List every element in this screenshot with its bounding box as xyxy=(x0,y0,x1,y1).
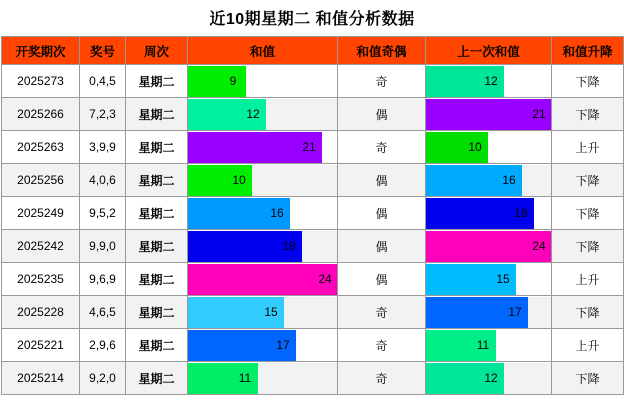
cell-prev-sum xyxy=(426,98,552,131)
cell-number: 3,9,9 xyxy=(80,131,126,164)
table-row xyxy=(2,329,624,362)
table-row xyxy=(2,296,624,329)
cell-sum xyxy=(188,65,338,98)
cell-sum-parity: 奇 xyxy=(338,362,426,395)
cell-weekday: 星期二 xyxy=(126,65,188,98)
cell-sum-value: 24 xyxy=(318,271,332,286)
cell-number: 9,6,9 xyxy=(80,263,126,296)
cell-weekday: 星期二 xyxy=(126,164,188,197)
cell-number: 0,4,5 xyxy=(80,65,126,98)
cell-prev-sum-value: 11 xyxy=(476,337,490,352)
cell-sum xyxy=(188,98,338,131)
cell-sum-trend: 下降 xyxy=(552,296,624,329)
cell-sum-value: 17 xyxy=(276,337,290,352)
cell-prev-sum-bar-wrapper xyxy=(426,297,551,328)
cell-sum-parity: 偶 xyxy=(338,164,426,197)
cell-prev-sum-value: 17 xyxy=(508,304,522,319)
cell-prev-sum xyxy=(426,362,552,395)
sum-analysis-table xyxy=(1,36,624,395)
cell-prev-sum-value: 12 xyxy=(484,73,498,88)
table-row xyxy=(2,263,624,296)
cell-issue: 2025249 xyxy=(2,197,80,230)
cell-number: 9,5,2 xyxy=(80,197,126,230)
cell-sum-parity: 奇 xyxy=(338,65,426,98)
cell-prev-sum-value: 16 xyxy=(502,172,516,187)
cell-prev-sum xyxy=(426,296,552,329)
cell-number: 7,2,3 xyxy=(80,98,126,131)
cell-prev-sum xyxy=(426,263,552,296)
cell-sum xyxy=(188,164,338,197)
cell-prev-sum-bar-wrapper xyxy=(426,99,551,130)
cell-issue: 2025242 xyxy=(2,230,80,263)
cell-sum-bar-wrapper xyxy=(188,66,337,97)
cell-sum xyxy=(188,197,338,230)
cell-sum-value: 11 xyxy=(238,370,252,385)
cell-prev-sum-bar-wrapper xyxy=(426,264,551,295)
table-row xyxy=(2,131,624,164)
cell-prev-sum-value: 24 xyxy=(532,238,546,253)
cell-sum xyxy=(188,362,338,395)
cell-number: 9,9,0 xyxy=(80,230,126,263)
cell-prev-sum xyxy=(426,197,552,230)
cell-prev-sum-bar-wrapper xyxy=(426,198,551,229)
cell-sum-parity: 奇 xyxy=(338,296,426,329)
cell-number: 4,0,6 xyxy=(80,164,126,197)
column-header-sum-trend: 和值升降 xyxy=(552,37,624,65)
cell-prev-sum-bar-wrapper xyxy=(426,165,551,196)
cell-number: 4,6,5 xyxy=(80,296,126,329)
cell-issue: 2025263 xyxy=(2,131,80,164)
cell-prev-sum xyxy=(426,65,552,98)
cell-sum-bar-wrapper xyxy=(188,363,337,394)
cell-sum-value: 15 xyxy=(264,304,278,319)
cell-issue: 2025256 xyxy=(2,164,80,197)
cell-sum-bar-wrapper xyxy=(188,330,337,361)
cell-sum-parity: 偶 xyxy=(338,197,426,230)
cell-prev-sum-bar-wrapper xyxy=(426,231,551,262)
cell-issue: 2025221 xyxy=(2,329,80,362)
cell-number: 9,2,0 xyxy=(80,362,126,395)
cell-sum-parity: 奇 xyxy=(338,329,426,362)
cell-weekday: 星期二 xyxy=(126,131,188,164)
column-header-prev-sum: 上一次和值 xyxy=(426,37,552,65)
cell-sum xyxy=(188,263,338,296)
cell-number: 2,9,6 xyxy=(80,329,126,362)
cell-sum-value: 10 xyxy=(232,172,246,187)
cell-sum-bar-wrapper xyxy=(188,198,337,229)
cell-sum-trend: 下降 xyxy=(552,230,624,263)
cell-sum-bar-wrapper xyxy=(188,132,337,163)
cell-sum xyxy=(188,329,338,362)
table-header-row xyxy=(2,37,624,65)
column-header-sum: 和值 xyxy=(188,37,338,65)
cell-prev-sum-value: 15 xyxy=(496,271,510,286)
cell-sum-trend: 下降 xyxy=(552,197,624,230)
cell-sum-parity: 偶 xyxy=(338,263,426,296)
cell-sum-bar-wrapper xyxy=(188,165,337,196)
cell-issue: 2025214 xyxy=(2,362,80,395)
cell-sum-trend: 下降 xyxy=(552,65,624,98)
cell-issue: 2025235 xyxy=(2,263,80,296)
cell-sum-trend: 下降 xyxy=(552,164,624,197)
cell-sum-value: 16 xyxy=(270,205,284,220)
cell-sum xyxy=(188,296,338,329)
cell-sum-trend: 上升 xyxy=(552,263,624,296)
cell-weekday: 星期二 xyxy=(126,230,188,263)
cell-prev-sum-bar-wrapper xyxy=(426,363,551,394)
cell-weekday: 星期二 xyxy=(126,296,188,329)
column-header-sum-parity: 和值奇偶 xyxy=(338,37,426,65)
table-row xyxy=(2,230,624,263)
cell-sum-trend: 上升 xyxy=(552,131,624,164)
cell-prev-sum xyxy=(426,131,552,164)
cell-weekday: 星期二 xyxy=(126,362,188,395)
cell-sum-value: 12 xyxy=(246,106,260,121)
table-row xyxy=(2,197,624,230)
table-row xyxy=(2,164,624,197)
cell-prev-sum xyxy=(426,329,552,362)
cell-prev-sum-bar-wrapper xyxy=(426,132,551,163)
cell-sum-bar-wrapper xyxy=(188,264,337,295)
cell-sum-parity: 偶 xyxy=(338,230,426,263)
table-row xyxy=(2,65,624,98)
cell-sum-parity: 奇 xyxy=(338,131,426,164)
cell-weekday: 星期二 xyxy=(126,197,188,230)
cell-issue: 2025266 xyxy=(2,98,80,131)
cell-weekday: 星期二 xyxy=(126,263,188,296)
cell-sum-value: 18 xyxy=(282,238,296,253)
table-row xyxy=(2,98,624,131)
cell-sum-bar-wrapper xyxy=(188,231,337,262)
cell-prev-sum-value: 18 xyxy=(514,205,528,220)
cell-prev-sum-bar-wrapper xyxy=(426,330,551,361)
page-title: 近10期星期二 和值分析数据 xyxy=(209,11,415,28)
cell-prev-sum-value: 21 xyxy=(532,106,546,121)
cell-prev-sum-value: 12 xyxy=(484,370,498,385)
cell-sum-bar-wrapper xyxy=(188,297,337,328)
cell-sum-value: 21 xyxy=(302,139,316,154)
cell-issue: 2025273 xyxy=(2,65,80,98)
cell-sum xyxy=(188,131,338,164)
cell-weekday: 星期二 xyxy=(126,98,188,131)
table-row xyxy=(2,362,624,395)
column-header-issue: 开奖期次 xyxy=(2,37,80,65)
cell-sum-trend: 下降 xyxy=(552,98,624,131)
cell-sum-bar-wrapper xyxy=(188,99,337,130)
column-header-number: 奖号 xyxy=(80,37,126,65)
cell-weekday: 星期二 xyxy=(126,329,188,362)
cell-prev-sum xyxy=(426,230,552,263)
cell-prev-sum-value: 10 xyxy=(468,139,482,154)
cell-sum xyxy=(188,230,338,263)
cell-issue: 2025228 xyxy=(2,296,80,329)
cell-sum-parity: 偶 xyxy=(338,98,426,131)
cell-sum-trend: 上升 xyxy=(552,329,624,362)
column-header-weekday: 周次 xyxy=(126,37,188,65)
cell-sum-trend: 下降 xyxy=(552,362,624,395)
cell-prev-sum-bar-wrapper xyxy=(426,66,551,97)
table-body xyxy=(2,65,624,395)
cell-prev-sum xyxy=(426,164,552,197)
cell-sum-value: 9 xyxy=(229,73,237,88)
